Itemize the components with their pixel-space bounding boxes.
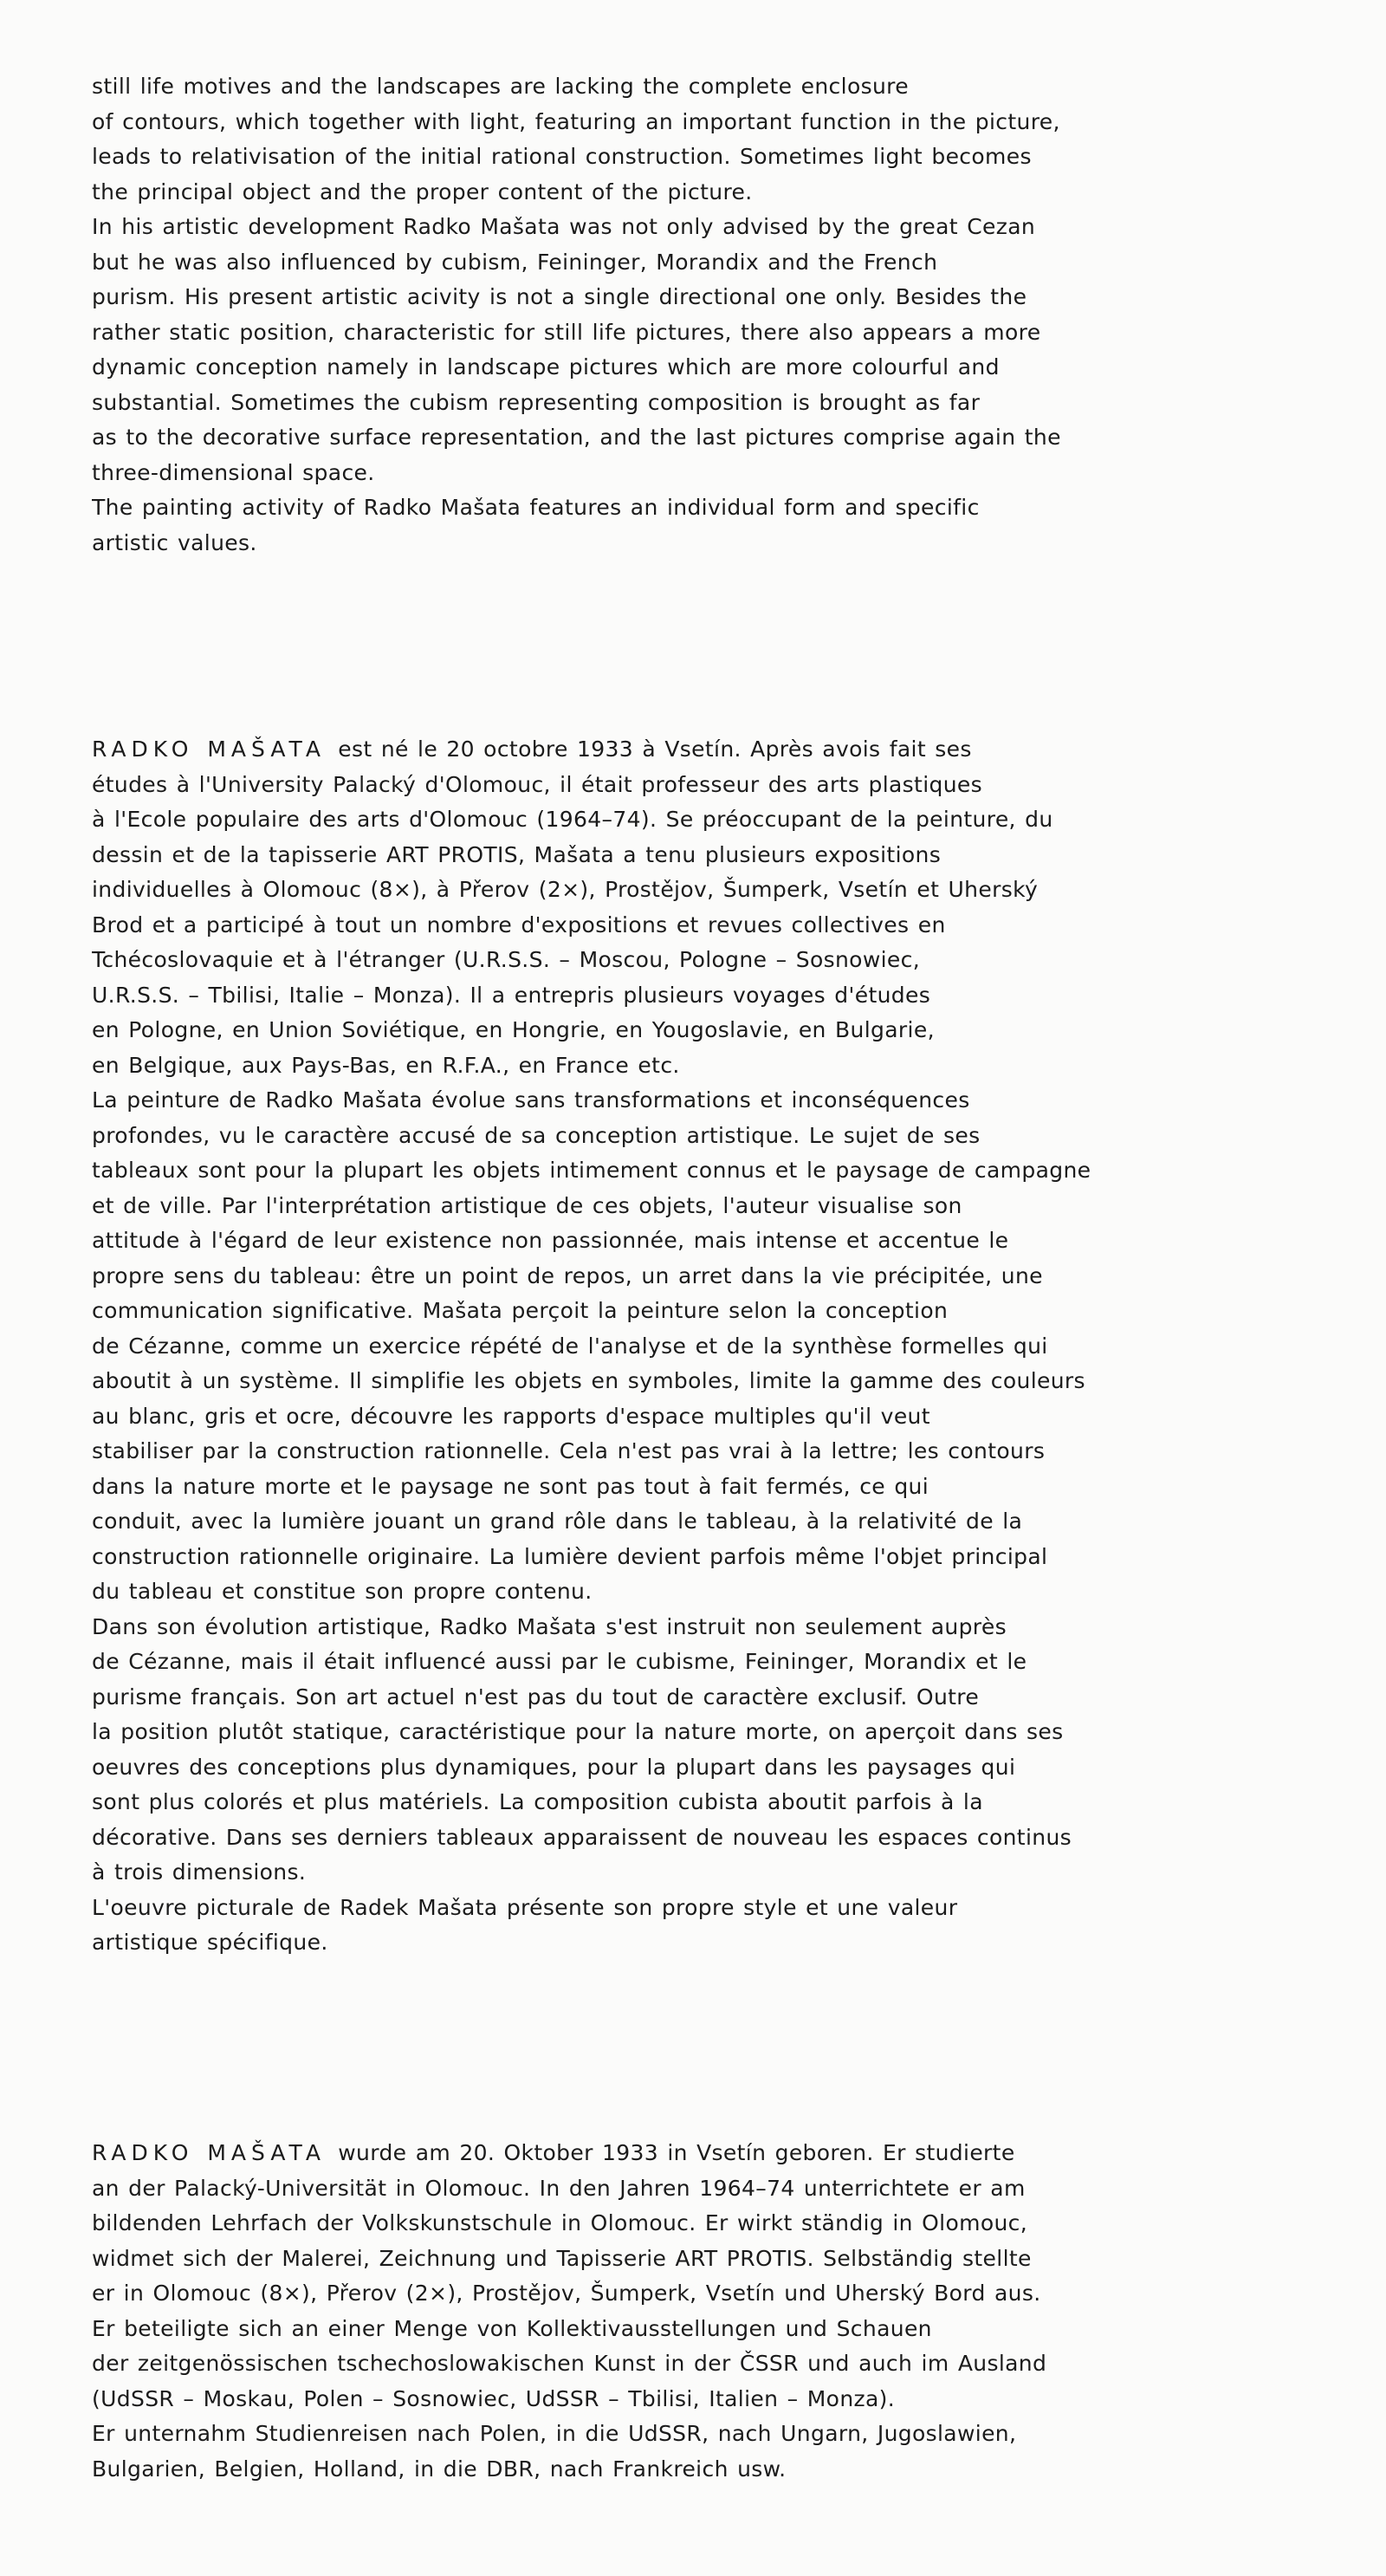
text-line: études à l'University Palacký d'Olomouc, il était professeur des arts plastiques bbox=[92, 771, 983, 797]
text-line: attitude à l'égard de leur existence non passionnée, mais intense et accentue le bbox=[92, 1228, 1009, 1253]
text-line-first bbox=[92, 732, 1322, 768]
first-line-text: est né le 20 octobre 1933 à Vsetín. Après avois fait ses bbox=[338, 736, 972, 762]
text-line: au blanc, gris et ocre, découvre les rapports d'espace multiples qu'il veut bbox=[92, 1403, 930, 1429]
artist-name-heading: RADKO MAŠATA bbox=[92, 736, 326, 762]
text-line: dessin et de la tapisserie ART PROTIS, Mašata a tenu plusieurs expositions bbox=[92, 841, 942, 867]
text-line: purisme français. Son art actuel n'est pas du tout de caractère exclusif. Outre bbox=[92, 1684, 980, 1710]
first-line-text: wurde am 20. Oktober 1933 in Vsetín geboren. Er studierte bbox=[338, 2140, 1015, 2165]
text-line: the principal object and the proper content of the picture. bbox=[92, 178, 753, 204]
text-line: de Cézanne, mais il était influencé aussi par le cubisme, Feininger, Morandix et le bbox=[92, 1649, 1027, 1674]
text-line: The painting activity of Radko Mašata features an individual form and specific bbox=[92, 495, 980, 520]
text-line: as to the decorative surface representation, and the last pictures comprise again the bbox=[92, 425, 1061, 450]
text-line: Dans son évolution artistique, Radko Mašata s'est instruit non seulement auprès bbox=[92, 1613, 1007, 1639]
text-line: à l'Ecole populaire des arts d'Olomouc (1964–74). Se préoccupant de la peinture, du bbox=[92, 807, 1053, 832]
text-line: à trois dimensions. bbox=[92, 1859, 307, 1885]
text-line: but he was also influenced by cubism, Feininger, Morandix and the French bbox=[92, 249, 938, 275]
text-line: en Pologne, en Union Soviétique, en Hongrie, en Yougoslavie, en Bulgarie, bbox=[92, 1017, 935, 1042]
text-line: bildenden Lehrfach der Volkskunstschule in Olomouc. Er wirkt ständig in Olomouc, bbox=[92, 2210, 1028, 2235]
text-line: la position plutôt statique, caractéristique pour la nature morte, on aperçoit dans ses bbox=[92, 1719, 1064, 1744]
text-line: still life motives and the landscapes are lacking the complete enclosure bbox=[92, 74, 909, 99]
text-line: der zeitgenössischen tschechoslowakischen Kunst in der ČSSR und auch im Ausland bbox=[92, 2351, 1047, 2376]
text-line: widmet sich der Malerei, Zeichnung und Tapisserie ART PROTIS. Selbständig stellte bbox=[92, 2245, 1032, 2271]
text-line: dynamic conception namely in landscape pictures which are more colourful and bbox=[92, 354, 1000, 380]
text-line: (UdSSR – Moskau, Polen – Sosnowiec, UdSSR – Tbilisi, Italien – Monza). bbox=[92, 2385, 896, 2411]
text-line: rather static position, characteristic for still life pictures, there also appears a more bbox=[92, 319, 1041, 345]
text-line: et de ville. Par l'interprétation artistique de ces objets, l'auteur visualise son bbox=[92, 1192, 962, 1218]
text-line: du tableau et constitue son propre contenu. bbox=[92, 1579, 593, 1604]
text-line: artistic values. bbox=[92, 529, 257, 555]
text-line: conduit, avec la lumière jouant un grand rôle dans le tableau, à la relativité de la bbox=[92, 1509, 1023, 1534]
text-line: Tchécoslovaquie et à l'étranger (U.R.S.S. – Moscou, Pologne – Sosnowiec, bbox=[92, 947, 921, 972]
text-line: aboutit à un système. Il simplifie les objets en symboles, limite la gamme des couleurs bbox=[92, 1368, 1085, 1393]
text-line: dans la nature morte et le paysage ne sont pas tout à fait fermés, ce qui bbox=[92, 1473, 929, 1499]
text-line: stabiliser par la construction rationnelle. Cela n'est pas vrai à la lettre; les contours bbox=[92, 1438, 1046, 1463]
english-text-block bbox=[92, 69, 1322, 561]
text-line: purism. His present artistic acivity is not a single directional one only. Besides the bbox=[92, 284, 1027, 309]
text-line: La peinture de Radko Mašata évolue sans transformations et inconséquences bbox=[92, 1087, 970, 1113]
text-line: construction rationnelle originaire. La lumière devient parfois même l'objet principal bbox=[92, 1543, 1048, 1569]
german-text-block bbox=[92, 2136, 1322, 2487]
text-line: Brod et a participé à tout un nombre d'expositions et revues collectives en bbox=[92, 912, 946, 938]
text-line: In his artistic development Radko Mašata was not only advised by the great Cezan bbox=[92, 214, 1036, 239]
text-line: Er unternahm Studienreisen nach Polen, in die UdSSR, nach Ungarn, Jugoslawien, bbox=[92, 2421, 1017, 2446]
text-line: profondes, vu le caractère accusé de sa conception artistique. Le sujet de ses bbox=[92, 1122, 981, 1148]
text-line: oeuvres des conceptions plus dynamiques, pour la plupart dans les paysages qui bbox=[92, 1754, 1016, 1780]
text-line-first bbox=[92, 2136, 1322, 2171]
text-line: three-dimensional space. bbox=[92, 459, 375, 485]
text-line: of contours, which together with light, featuring an important function in the picture, bbox=[92, 108, 1060, 134]
artist-name-heading: RADKO MAŠATA bbox=[92, 2140, 326, 2165]
text-line: L'oeuvre picturale de Radek Mašata présente son propre style et une valeur bbox=[92, 1894, 958, 1920]
french-text-block bbox=[92, 732, 1322, 1961]
text-line: leads to relativisation of the initial rational construction. Sometimes light becomes bbox=[92, 144, 1032, 169]
text-line: sont plus colorés et plus matériels. La composition cubista aboutit parfois à la bbox=[92, 1789, 983, 1814]
text-line: de Cézanne, comme un exercice répété de l'analyse et de la synthèse formelles qui bbox=[92, 1333, 1048, 1359]
text-line: Er beteiligte sich an einer Menge von Kollektivausstellungen und Schauen bbox=[92, 2315, 932, 2341]
text-line: tableaux sont pour la plupart les objets intimement connus et le paysage de campagne bbox=[92, 1158, 1091, 1183]
text-line: artistique spécifique. bbox=[92, 1930, 328, 1955]
text-line: an der Palacký-Universität in Olomouc. In den Jahren 1964–74 unterrichtete er am bbox=[92, 2175, 1026, 2201]
text-line: individuelles à Olomouc (8×), à Přerov (2×), Prostějov, Šumperk, Vsetín et Uherský bbox=[92, 877, 1039, 902]
text-line: substantial. Sometimes the cubism representing composition is brought as far bbox=[92, 389, 981, 415]
text-line: er in Olomouc (8×), Přerov (2×), Prostějov, Šumperk, Vsetín und Uherský Bord aus. bbox=[92, 2281, 1041, 2306]
text-line: décorative. Dans ses derniers tableaux apparaissent de nouveau les espaces continus bbox=[92, 1824, 1072, 1850]
text-line: Bulgarien, Belgien, Holland, in die DBR, nach Frankreich usw. bbox=[92, 2456, 787, 2482]
text-line: en Belgique, aux Pays-Bas, en R.F.A., en France etc. bbox=[92, 1052, 680, 1078]
text-line: communication significative. Mašata perçoit la peinture selon la conception bbox=[92, 1298, 949, 1323]
text-line: U.R.S.S. – Tbilisi, Italie – Monza). Il a entrepris plusieurs voyages d'études bbox=[92, 982, 931, 1008]
text-line: propre sens du tableau: être un point de repos, un arret dans la vie précipitée, une bbox=[92, 1262, 1043, 1288]
